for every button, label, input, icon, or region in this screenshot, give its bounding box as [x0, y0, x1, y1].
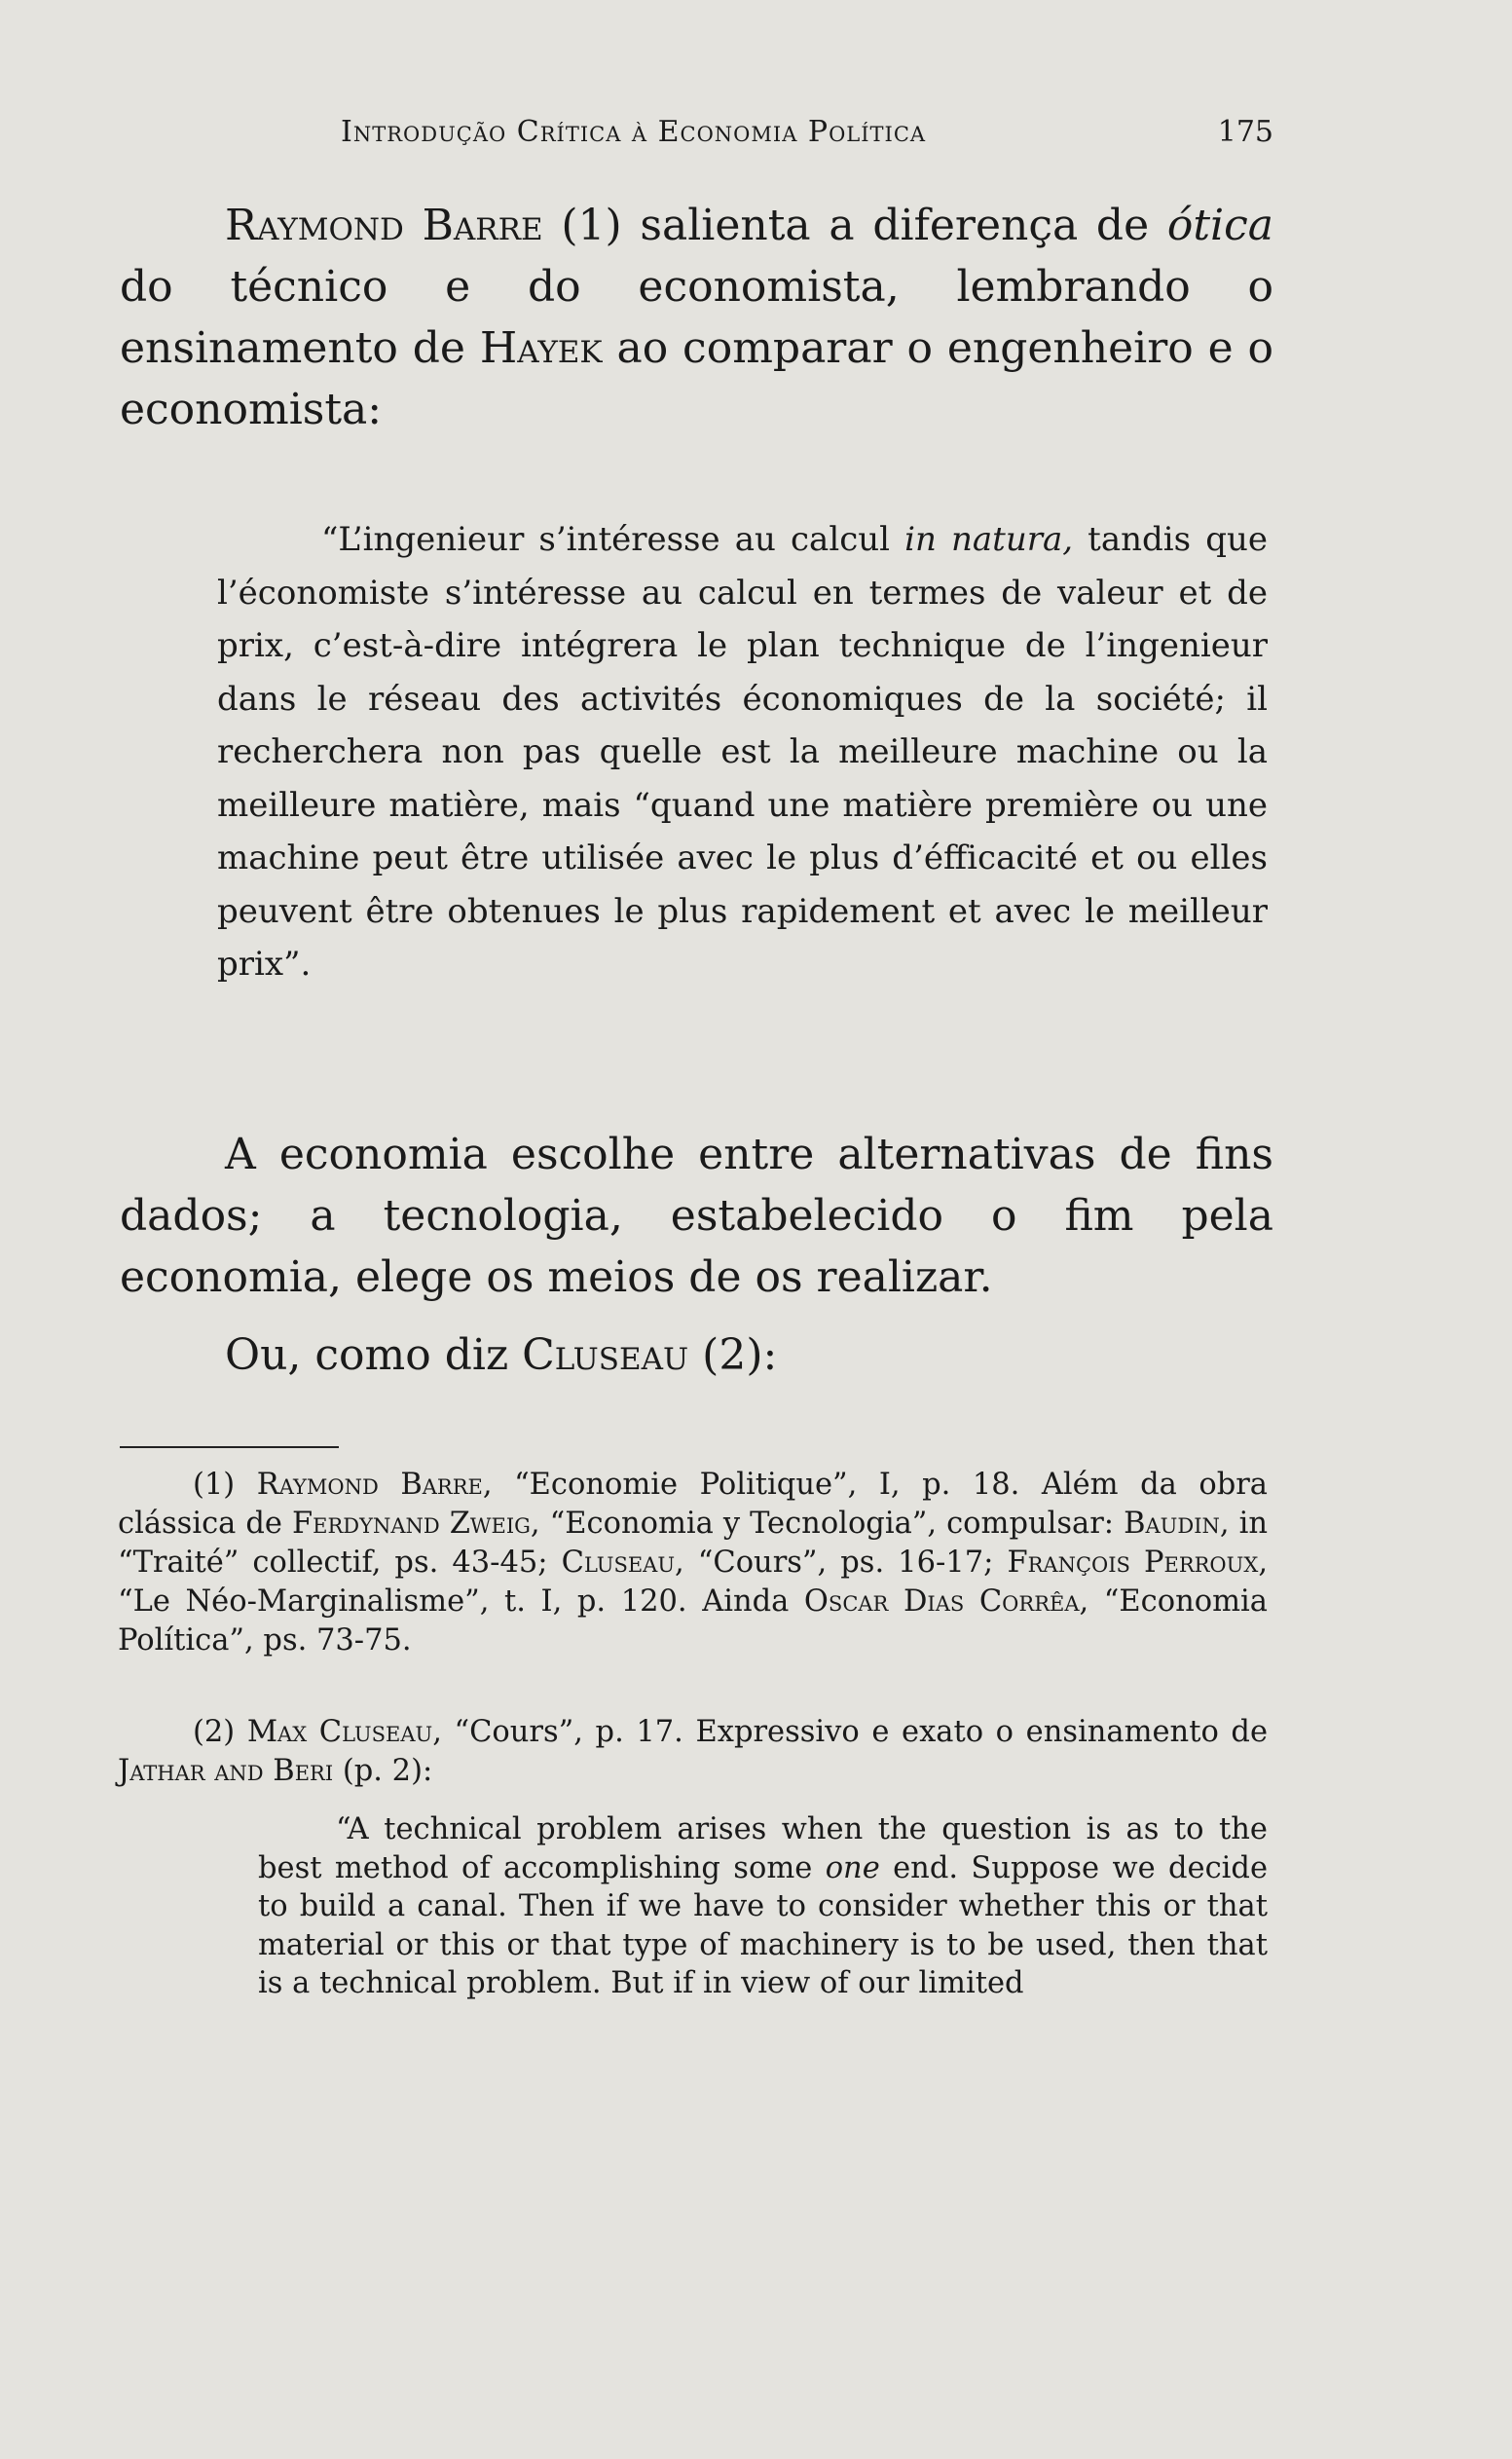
block-quote-french	[217, 513, 1268, 991]
author-name: Max Cluseau	[246, 1715, 433, 1749]
footnote-text: , “Cours”, ps. 16-17;	[675, 1546, 1008, 1580]
footnote-text: , “Economia y Tecnologia”, compulsar:	[530, 1507, 1125, 1541]
paragraph-economia	[120, 1124, 1273, 1308]
quote-text: “L’ingenieur s’intéresse au calcul	[321, 520, 905, 559]
paragraph-text: A economia escolhe entre alternativas de fins dados; a tecnologia, estabelecido o fim pela economia, elege os meios de os realizar.	[120, 1130, 1273, 1302]
paragraph-barre	[120, 195, 1273, 440]
author-name: Cluseau	[522, 1330, 689, 1380]
footnote-text: , “Cours”, p. 17. Expressivo e exato o ensinamento de	[432, 1715, 1268, 1749]
footnote-text: (p. 2):	[333, 1754, 433, 1788]
footnote-number: (1)	[193, 1468, 257, 1502]
page-header	[341, 115, 1273, 154]
author-name: Jathar and Beri	[118, 1754, 334, 1788]
paragraph-text: do técnico e do economista, lembrando o ensinamento de	[120, 262, 1273, 373]
paragraph-text: ao comparar o engenheiro e o economista:	[120, 323, 1273, 434]
quote-text: “A technical problem arises when the question is as to the best method of accomplishing some	[258, 1812, 1268, 1885]
footnote-2	[118, 1713, 1268, 1791]
running-title: Introdução Crítica à Economia Política	[341, 115, 927, 149]
author-name: Cluseau	[561, 1546, 676, 1580]
footnote-block-quote	[258, 1810, 1268, 2003]
paragraph-text: (1) salienta a diferença de	[542, 201, 1167, 250]
author-name: Raymond Barre	[225, 201, 543, 250]
author-name: Raymond Barre	[256, 1468, 483, 1502]
author-name: Ferdynand Zweig	[291, 1507, 531, 1541]
footnote-text: , “Economia Política”, ps. 73-75.	[118, 1584, 1268, 1658]
paragraph-text: Ou, como diz	[225, 1330, 523, 1380]
footnote-number: (2)	[193, 1715, 247, 1749]
footnote-1	[118, 1466, 1268, 1660]
author-name: Oscar Dias Corrêa	[803, 1584, 1080, 1619]
paragraph-text: (2):	[688, 1330, 778, 1380]
emphasis-text: one	[825, 1850, 880, 1885]
quote-text: tandis que l’économiste s’intéresse au calcul en termes de valeur et de prix, c’est-à-dire intégrera le plan technique de l’ingenieur dans le réseau des activités économiques de la société; il recherchera non pas quelle est la meilleure machine ou la meilleure matière, mais “quand une matière première ou une machine peut être utilisée avec le plus d’éfficacité et ou elles peuvent être obtenues le plus rapidement et avec le meilleur prix”.	[217, 520, 1268, 984]
author-name: François Perroux	[1007, 1546, 1259, 1580]
paragraph-cluseau	[120, 1324, 1273, 1386]
emphasis-text: ótica	[1166, 201, 1273, 250]
emphasis-text: in natura,	[904, 520, 1074, 559]
author-name: Baudin	[1124, 1507, 1220, 1541]
footnote-text: , in “Traité” collectif, ps. 43-45;	[118, 1507, 1268, 1580]
author-name: Hayek	[479, 323, 603, 373]
page-number: 175	[1217, 115, 1273, 149]
quote-text: end. Suppose we decide to build a canal. Then if we have to consider whether this or that material or this or that type of machinery is to be used, then that is a technical problem. But if in view of our limited	[258, 1850, 1268, 2000]
footnote-text: , “Economie Politique”, I, p. 18. Além da obra clássica de	[118, 1468, 1268, 1541]
footnote-divider	[120, 1446, 339, 1448]
footnote-text: , “Le Néo-Marginalisme”, t. I, p. 120. Ainda	[118, 1546, 1269, 1619]
